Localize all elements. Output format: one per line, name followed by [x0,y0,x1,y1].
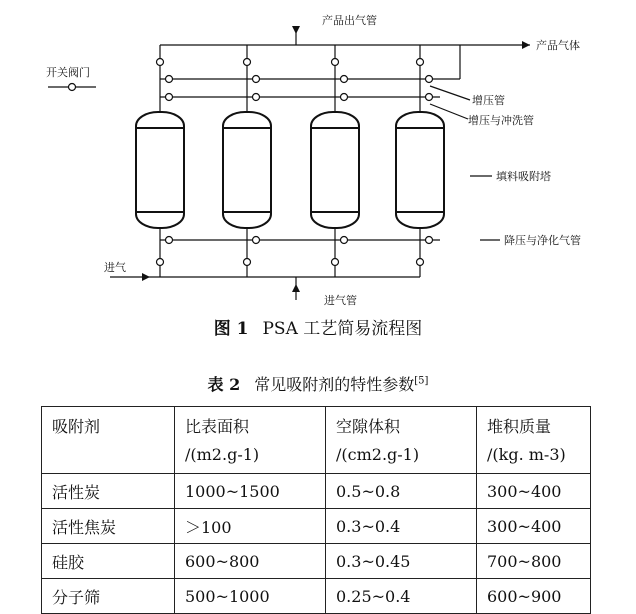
tower-3-valve-3 [341,94,348,101]
tower-1-valve-5 [157,259,164,266]
table-cell: 700~800 [477,544,591,579]
tower-4-valve-4 [426,237,433,244]
table-cell: 硅胶 [42,544,175,579]
figure-caption [0,314,636,339]
table-cell: 0.3~0.4 [326,509,477,544]
table-cell: 0.25~0.4 [326,579,477,614]
tower-1-valve-2 [166,76,173,83]
product-outlet-arrow [292,26,300,34]
product-gas-arrowhead [522,41,530,49]
label-product-gas: 产品气体 [536,39,580,52]
table-row [42,579,591,614]
table-row [42,509,591,544]
tower-3-valve-1 [332,59,339,66]
tower-4-valve-2 [426,76,433,83]
tower-1-valve-3 [166,94,173,101]
tower-2-valve-5 [244,259,251,266]
tower-4-valve-3 [426,94,433,101]
table-row [42,544,591,579]
table-cell: 300~400 [477,474,591,509]
tower-2-valve-3 [253,94,260,101]
tower-3-valve-5 [332,259,339,266]
figure-caption-text: PSA 工艺简易流程图 [262,319,423,339]
tower-1-vessel [136,112,184,228]
table-caption-label: 表 2 [207,375,241,394]
table-caption-ref: [5] [414,375,429,387]
table-cell: 300~400 [477,509,591,544]
label-product-outlet-pipe: 产品出气管 [322,14,377,27]
figure-caption-label: 图 1 [213,319,249,339]
tower-3-valve-4 [341,237,348,244]
table-cell: 500~1000 [175,579,326,614]
label-boost-flush-pipe: 增压与冲洗管 [468,114,534,127]
tower-4-valve-1 [417,59,424,66]
tower-4-vessel [396,112,444,228]
tower-2-valve-2 [253,76,260,83]
header-unit: /(kg. m-3) [487,445,566,464]
header-cell [42,407,175,474]
tower-2-vessel [223,112,271,228]
table-cell: 活性炭 [42,474,175,509]
table-cell: ＞100 [175,509,326,544]
tower-2-valve-4 [253,237,260,244]
header-cell [175,407,326,474]
label-boost-pipe: 增压管 [472,94,505,107]
tower-1-valve-4 [166,237,173,244]
table-row [42,474,591,509]
tower-1-valve-1 [157,59,164,66]
table-header-row [42,407,591,474]
table-cell: 600~900 [477,579,591,614]
adsorbent-properties-table [41,406,591,614]
label-adsorption-tower: 填料吸附塔 [496,170,551,183]
gas-inlet-arrowhead [142,273,150,281]
tower-3-valve-2 [341,76,348,83]
table-cell: 1000~1500 [175,474,326,509]
header-unit: /(m2.g-1) [185,445,260,464]
label-inlet-pipe: 进气管 [324,294,357,307]
table-cell: 600~800 [175,544,326,579]
label-depressurize-purge-pipe: 降压与净化气管 [504,234,581,247]
table-caption-text: 常见吸附剂的特性参数 [254,375,415,394]
header-name: 吸附剂 [52,417,101,436]
tower-4-valve-5 [417,259,424,266]
header-cell [477,407,591,474]
label-valve-legend: 开关阀门 [46,66,90,79]
header-unit: /(cm2.g-1) [336,445,420,464]
table-cell: 分子筛 [42,579,175,614]
header-name: 比表面积 [185,417,250,436]
header-name: 空隙体积 [336,417,401,436]
inlet-pipe-arrowhead [292,284,300,292]
table-cell: 0.5~0.8 [326,474,477,509]
tower-2-valve-1 [244,59,251,66]
boost-leader [430,86,470,100]
header-name: 堆积质量 [487,417,552,436]
header-cell [326,407,477,474]
tower-3-vessel [311,112,359,228]
label-gas-inlet: 进气 [104,261,126,274]
table-cell: 0.3~0.45 [326,544,477,579]
table-caption [0,372,636,395]
table-cell: 活性焦炭 [42,509,175,544]
valve-legend-icon [69,84,76,91]
